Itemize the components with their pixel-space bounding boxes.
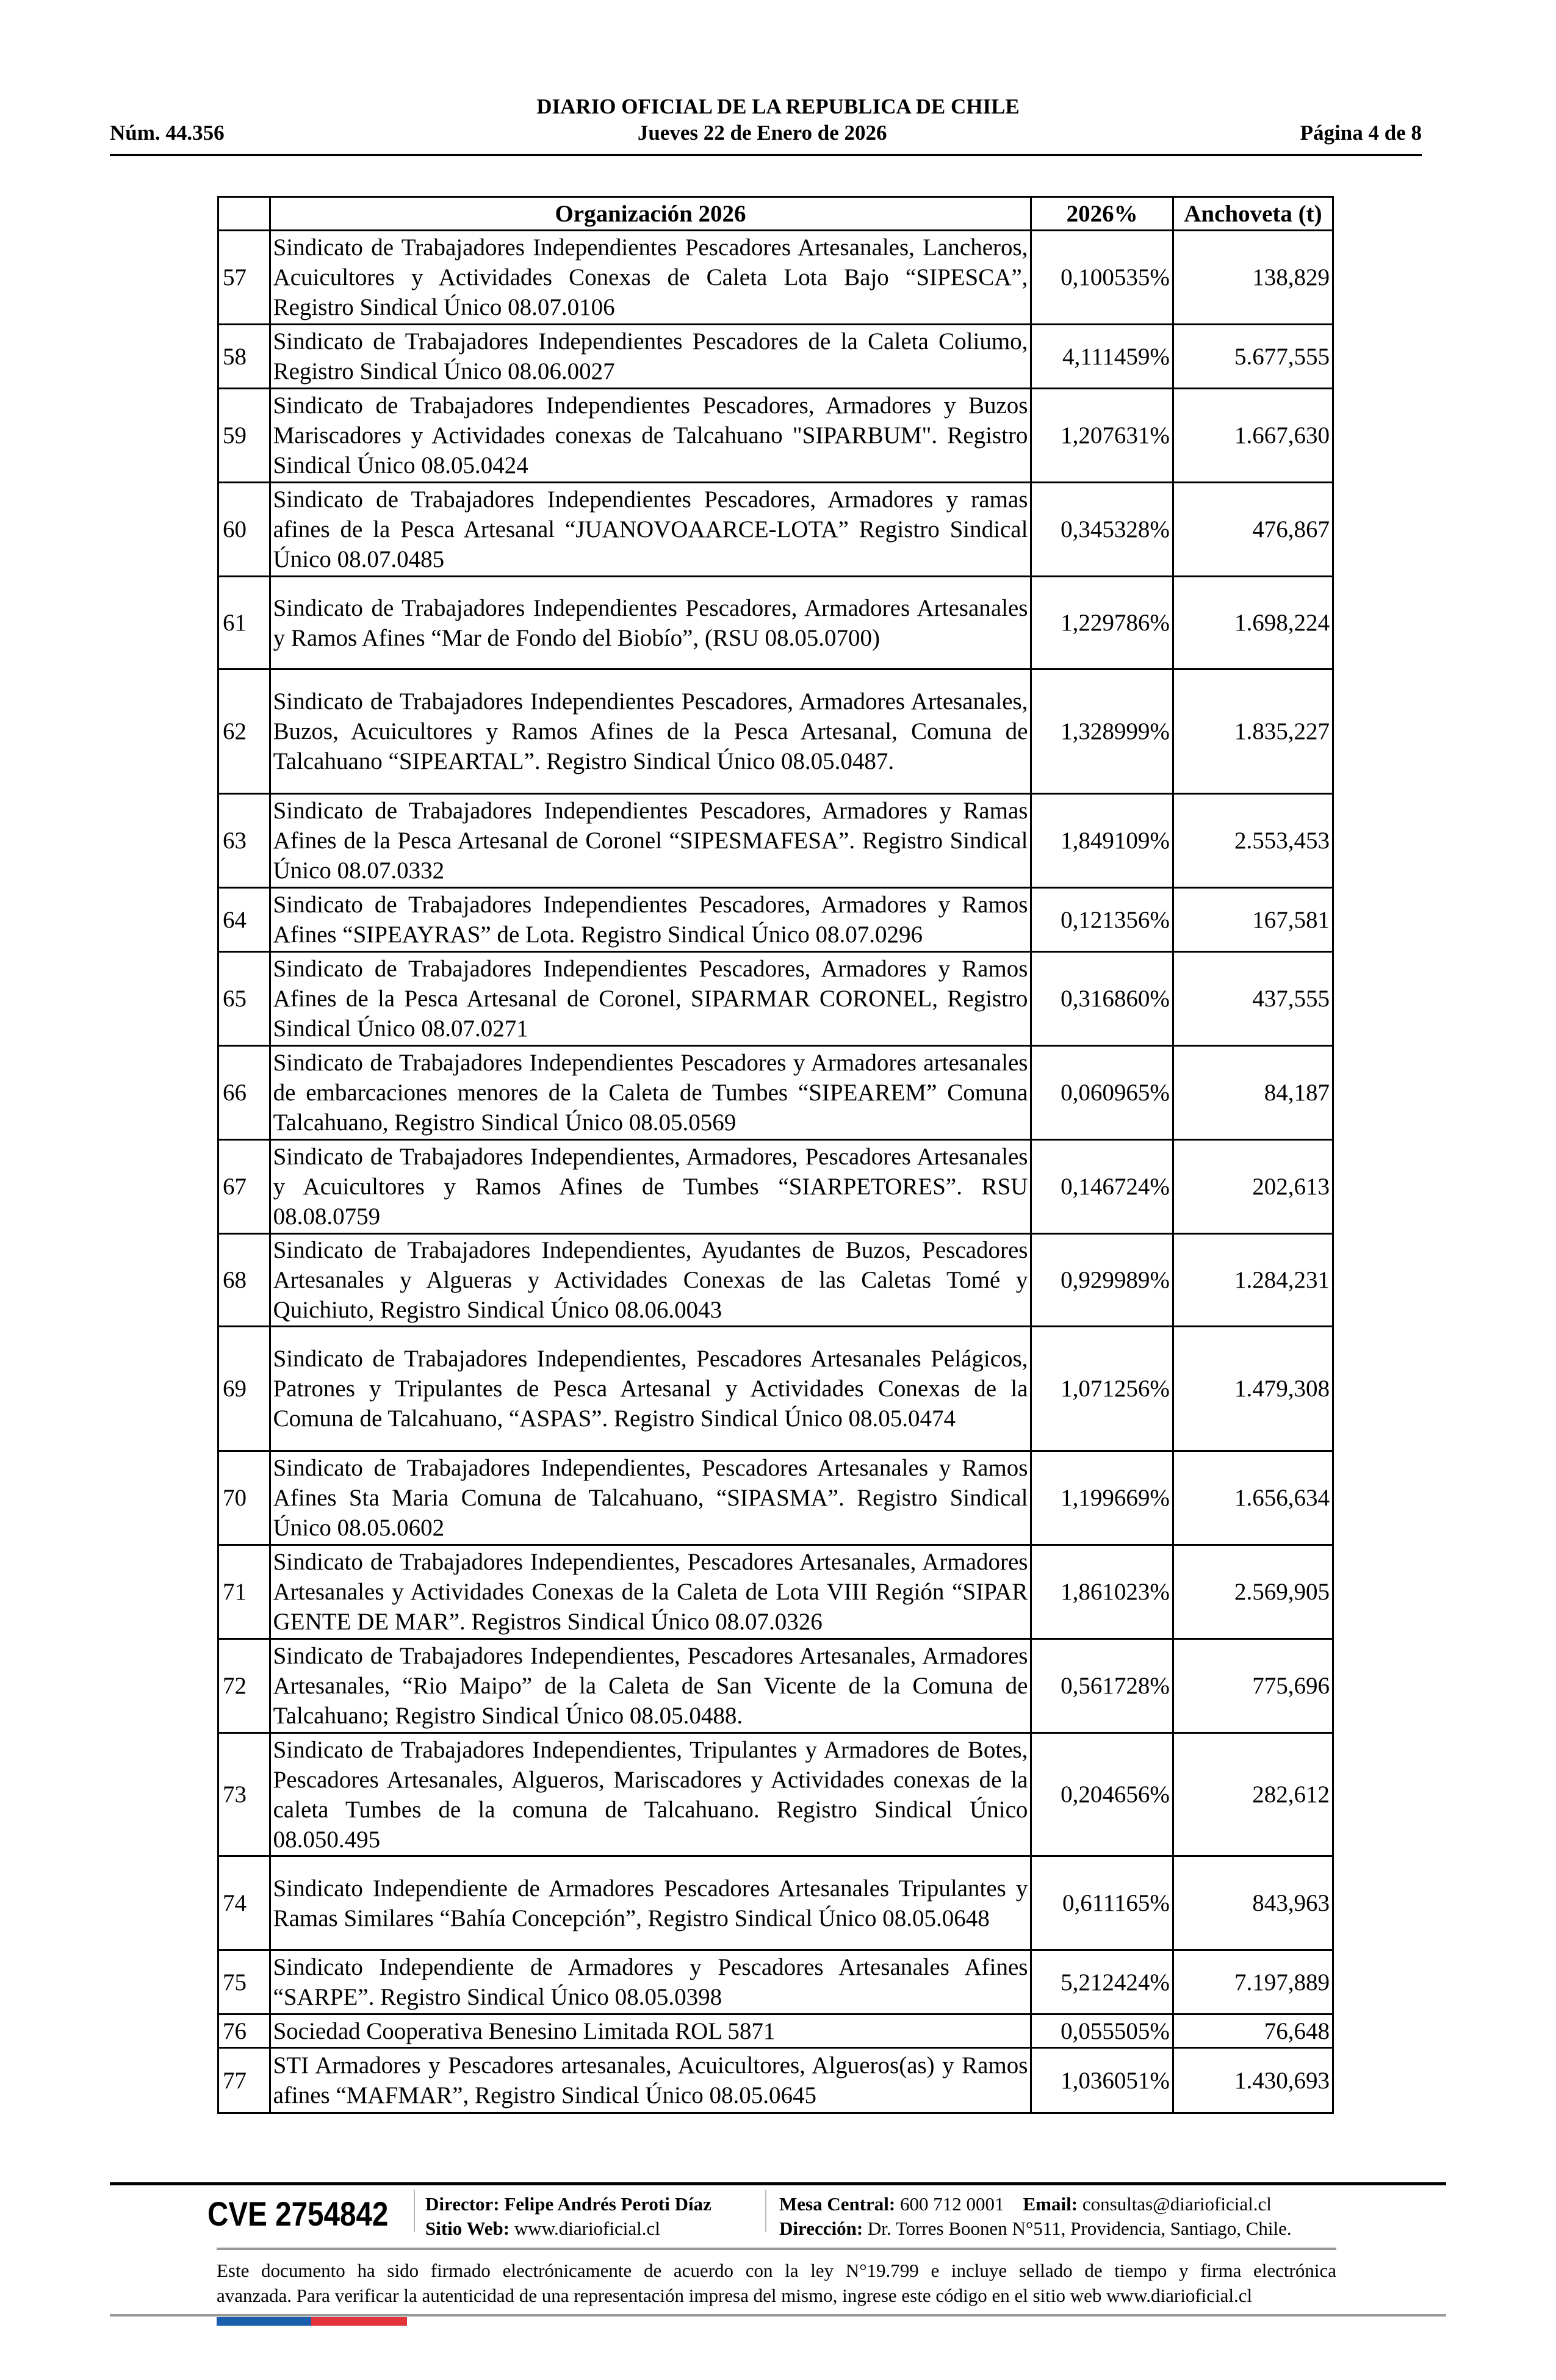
percentage: 0,611165% xyxy=(1031,1856,1173,1950)
row-number: 60 xyxy=(218,483,270,577)
organization-name: Sindicato de Trabajadores Independientes Pescadores de la Caleta Coliumo, Registro Sindical Único 08.06.0027 xyxy=(270,325,1031,389)
organization-name: Sindicato de Trabajadores Independientes Pescadores, Armadores Artesanales, Buzos, Acuicultores y Ramos Afines de la Pesca Artesanal, Comuna de Talcahuano “SIPEARTAL”. Registro Sindical Único 08.05.0487. xyxy=(270,669,1031,794)
percentage: 4,111459% xyxy=(1031,325,1173,389)
anchoveta-tonnage: 7.197,889 xyxy=(1173,1950,1333,2014)
percentage: 0,345328% xyxy=(1031,483,1173,577)
row-number: 75 xyxy=(218,1950,270,2014)
row-number: 66 xyxy=(218,1046,270,1140)
director-name: Felipe Andrés Peroti Díaz xyxy=(504,2193,711,2215)
row-number: 67 xyxy=(218,1140,270,1234)
percentage: 1,861023% xyxy=(1031,1545,1173,1639)
anchoveta-tonnage: 167,581 xyxy=(1173,888,1333,952)
organization-name: Sociedad Cooperativa Benesino Limitada ROL 5871 xyxy=(270,2014,1031,2048)
table-row xyxy=(218,952,1333,1046)
page-header xyxy=(110,121,1422,145)
allocation-table xyxy=(217,196,1334,2114)
row-number: 64 xyxy=(218,888,270,952)
anchoveta-tonnage: 1.667,630 xyxy=(1173,389,1333,483)
percentage: 1,036051% xyxy=(1031,2048,1173,2113)
flag-red-stripe xyxy=(311,2317,407,2326)
col-anchoveta-header: Anchoveta (t) xyxy=(1173,197,1333,231)
percentage: 1,199669% xyxy=(1031,1451,1173,1545)
anchoveta-tonnage: 2.569,905 xyxy=(1173,1545,1333,1639)
footer-contact-block xyxy=(779,2192,1292,2241)
percentage: 0,055505% xyxy=(1031,2014,1173,2048)
footer-divider xyxy=(217,2248,1336,2250)
table-row xyxy=(218,1639,1333,1733)
cve-code: CVE 2754842 xyxy=(207,2194,389,2233)
row-number: 77 xyxy=(218,2048,270,2113)
table-row xyxy=(218,325,1333,389)
anchoveta-tonnage: 775,696 xyxy=(1173,1639,1333,1733)
flag-blue-stripe xyxy=(217,2317,311,2326)
anchoveta-tonnage: 2.553,453 xyxy=(1173,794,1333,888)
web-label: Sitio Web: xyxy=(425,2218,510,2239)
anchoveta-tonnage: 202,613 xyxy=(1173,1140,1333,1234)
table-row xyxy=(218,1545,1333,1639)
address: Dr. Torres Boonen N°511, Providencia, Santiago, Chile. xyxy=(867,2218,1292,2239)
row-number: 72 xyxy=(218,1639,270,1733)
organization-name: Sindicato de Trabajadores Independientes Pescadores, Armadores y Ramas Afines de la Pesca Artesanal de Coronel “SIPESMAFESA”. Registro Sindical Único 08.07.0332 xyxy=(270,794,1031,888)
anchoveta-tonnage: 138,829 xyxy=(1173,231,1333,325)
anchoveta-tonnage: 1.656,634 xyxy=(1173,1451,1333,1545)
table-row xyxy=(218,794,1333,888)
web-link[interactable]: www.diarioficial.cl xyxy=(514,2218,660,2239)
row-number: 63 xyxy=(218,794,270,888)
organization-name: Sindicato de Trabajadores Independientes, Pescadores Artesanales Pelágicos, Patrones y Tripulantes de Pesca Artesanal y Actividades Conexas de la Comuna de Talcahuano, “ASPAS”. Registro Sindical Único 08.05.0474 xyxy=(270,1327,1031,1451)
footer-director-block xyxy=(425,2192,711,2241)
issue-date: Jueves 22 de Enero de 2026 xyxy=(637,121,887,145)
organization-name: Sindicato de Trabajadores Independientes Pescadores, Armadores y Buzos Mariscadores y Actividades conexas de Talcahuano "SIPARBUM". Registro Sindical Único 08.05.0424 xyxy=(270,389,1031,483)
newspaper-title: DIARIO OFICIAL DE LA REPUBLICA DE CHILE xyxy=(536,95,1020,118)
percentage: 0,316860% xyxy=(1031,952,1173,1046)
percentage: 0,146724% xyxy=(1031,1140,1173,1234)
anchoveta-tonnage: 1.698,224 xyxy=(1173,577,1333,669)
organization-name: Sindicato de Trabajadores Independientes Pescadores, Armadores y Ramos Afines de la Pesca Artesanal de Coronel, SIPARMAR CORONEL, Registro Sindical Único 08.07.0271 xyxy=(270,952,1031,1046)
row-number: 69 xyxy=(218,1327,270,1451)
row-number: 74 xyxy=(218,1856,270,1950)
percentage: 0,561728% xyxy=(1031,1639,1173,1733)
organization-name: Sindicato de Trabajadores Independientes, Ayudantes de Buzos, Pescadores Artesanales y Algueras y Actividades Conexas de las Caletas Tomé y Quichiuto, Registro Sindical Único 08.06.0043 xyxy=(270,1234,1031,1327)
table-row xyxy=(218,577,1333,669)
table-row xyxy=(218,1950,1333,2014)
table-row xyxy=(218,2048,1333,2113)
table-row xyxy=(218,1856,1333,1950)
organization-name: Sindicato de Trabajadores Independientes Pescadores y Armadores artesanales de embarcaciones menores de la Caleta de Tumbes “SIPEAREM” Comuna Talcahuano, Registro Sindical Único 08.05.0569 xyxy=(270,1046,1031,1140)
percentage: 0,204656% xyxy=(1031,1733,1173,1856)
table-row xyxy=(218,1733,1333,1856)
anchoveta-tonnage: 1.284,231 xyxy=(1173,1234,1333,1327)
anchoveta-tonnage: 1.430,693 xyxy=(1173,2048,1333,2113)
footer-divider xyxy=(110,2314,1446,2317)
table-row xyxy=(218,1140,1333,1234)
anchoveta-tonnage: 476,867 xyxy=(1173,483,1333,577)
anchoveta-tonnage: 282,612 xyxy=(1173,1733,1333,1856)
row-number: 73 xyxy=(218,1733,270,1856)
organization-name: Sindicato de Trabajadores Independientes, Armadores, Pescadores Artesanales y Acuicultores y Ramos Afines de Tumbes “SIARPETORES”. RSU 08.08.0759 xyxy=(270,1140,1031,1234)
address-label: Dirección: xyxy=(779,2218,863,2239)
anchoveta-tonnage: 5.677,555 xyxy=(1173,325,1333,389)
organization-name: STI Armadores y Pescadores artesanales, Acuicultores, Algueros(as) y Ramos afines “MAFMAR”, Registro Sindical Único 08.05.0645 xyxy=(270,2048,1031,2113)
issue-number: Núm. 44.356 xyxy=(110,121,225,145)
table-header-row xyxy=(218,197,1333,231)
percentage: 1,328999% xyxy=(1031,669,1173,794)
table-row xyxy=(218,1451,1333,1545)
legal-notice xyxy=(217,2258,1336,2308)
table-row xyxy=(218,888,1333,952)
row-number: 58 xyxy=(218,325,270,389)
percentage: 5,212424% xyxy=(1031,1950,1173,2014)
organization-name: Sindicato Independiente de Armadores Pescadores Artesanales Tripulantes y Ramas Similares “Bahía Concepción”, Registro Sindical Único 08.05.0648 xyxy=(270,1856,1031,1950)
table-row xyxy=(218,389,1333,483)
page-number: Página 4 de 8 xyxy=(1300,121,1422,145)
percentage: 1,849109% xyxy=(1031,794,1173,888)
anchoveta-tonnage: 1.479,308 xyxy=(1173,1327,1333,1451)
table-row xyxy=(218,1327,1333,1451)
organization-name: Sindicato de Trabajadores Independientes Pescadores Artesanales, Lancheros, Acuicultores y Actividades Conexas de Caleta Lota Bajo “SIPESCA”, Registro Sindical Único 08.07.0106 xyxy=(270,231,1031,325)
row-number: 59 xyxy=(218,389,270,483)
email-label: Email: xyxy=(1023,2193,1078,2215)
organization-name: Sindicato de Trabajadores Independientes Pescadores, Armadores y ramas afines de la Pesca Artesanal “JUANOVOAARCE-LOTA” Registro Sindical Único 08.07.0485 xyxy=(270,483,1031,577)
legal-line: Este documento ha sido firmado electrónicamente de acuerdo con la ley N°19.799 e incluye sellado de tiempo y firma electrónica xyxy=(217,2260,1336,2281)
footer-separator xyxy=(765,2190,766,2232)
table-row xyxy=(218,2014,1333,2048)
percentage: 0,060965% xyxy=(1031,1046,1173,1140)
row-number: 65 xyxy=(218,952,270,1046)
footer-separator xyxy=(414,2190,415,2232)
table-row xyxy=(218,1046,1333,1140)
organization-name: Sindicato de Trabajadores Independientes, Pescadores Artesanales y Ramos Afines Sta Maria Comuna de Talcahuano, “SIPASMA”. Registro Sindical Único 08.05.0602 xyxy=(270,1451,1031,1545)
col-percent-header: 2026% xyxy=(1031,197,1173,231)
organization-name: Sindicato de Trabajadores Independientes, Pescadores Artesanales, Armadores Artesanales, “Rio Maipo” de la Caleta de San Vicente de la Comuna de Talcahuano; Registro Sindical Único 08.05.0488. xyxy=(270,1639,1031,1733)
percentage: 1,207631% xyxy=(1031,389,1173,483)
table-row xyxy=(218,483,1333,577)
percentage: 0,100535% xyxy=(1031,231,1173,325)
organization-name: Sindicato de Trabajadores Independientes Pescadores, Armadores Artesanales y Ramos Afines “Mar de Fondo del Biobío”, (RSU 08.05.0700) xyxy=(270,577,1031,669)
row-number: 62 xyxy=(218,669,270,794)
anchoveta-tonnage: 843,963 xyxy=(1173,1856,1333,1950)
anchoveta-tonnage: 1.835,227 xyxy=(1173,669,1333,794)
percentage: 1,229786% xyxy=(1031,577,1173,669)
row-number: 76 xyxy=(218,2014,270,2048)
mesa-label: Mesa Central: xyxy=(779,2193,896,2215)
row-number: 61 xyxy=(218,577,270,669)
footer-divider xyxy=(110,2182,1446,2185)
table-row xyxy=(218,669,1333,794)
percentage: 1,071256% xyxy=(1031,1327,1173,1451)
row-number: 70 xyxy=(218,1451,270,1545)
mesa-phone: 600 712 0001 xyxy=(900,2193,1004,2215)
organization-name: Sindicato de Trabajadores Independientes Pescadores, Armadores y Ramos Afines “SIPEAYRAS” de Lota. Registro Sindical Único 08.07.0296 xyxy=(270,888,1031,952)
col-number-header xyxy=(218,197,270,231)
row-number: 71 xyxy=(218,1545,270,1639)
row-number: 57 xyxy=(218,231,270,325)
percentage: 0,121356% xyxy=(1031,888,1173,952)
row-number: 68 xyxy=(218,1234,270,1327)
anchoveta-tonnage: 437,555 xyxy=(1173,952,1333,1046)
organization-name: Sindicato de Trabajadores Independientes, Pescadores Artesanales, Armadores Artesanales y Actividades Conexas de la Caleta de Lota VIII Región “SIPAR GENTE DE MAR”. Registros Sindical Único 08.07.0326 xyxy=(270,1545,1031,1639)
organization-name: Sindicato Independiente de Armadores y Pescadores Artesanales Afines “SARPE”. Registro Sindical Único 08.05.0398 xyxy=(270,1950,1031,2014)
col-organization-header: Organización 2026 xyxy=(270,197,1031,231)
organization-name: Sindicato de Trabajadores Independientes, Tripulantes y Armadores de Botes, Pescadores Artesanales, Algueros, Mariscadores y Actividades conexas de la caleta Tumbes de la comuna de Talcahuano. Registro Sindical Único 08.050.495 xyxy=(270,1733,1031,1856)
anchoveta-tonnage: 76,648 xyxy=(1173,2014,1333,2048)
email-link[interactable]: consultas@diarioficial.cl xyxy=(1082,2193,1272,2215)
director-label: Director: xyxy=(425,2193,500,2215)
header-divider xyxy=(110,154,1422,156)
table-row xyxy=(218,1234,1333,1327)
table-row xyxy=(218,231,1333,325)
percentage: 0,929989% xyxy=(1031,1234,1173,1327)
anchoveta-tonnage: 84,187 xyxy=(1173,1046,1333,1140)
legal-line: avanzada. Para verificar la autenticidad de una representación impresa del mismo, ingrese este código en el sitio web www.diarioficial.cl xyxy=(217,2285,1253,2306)
